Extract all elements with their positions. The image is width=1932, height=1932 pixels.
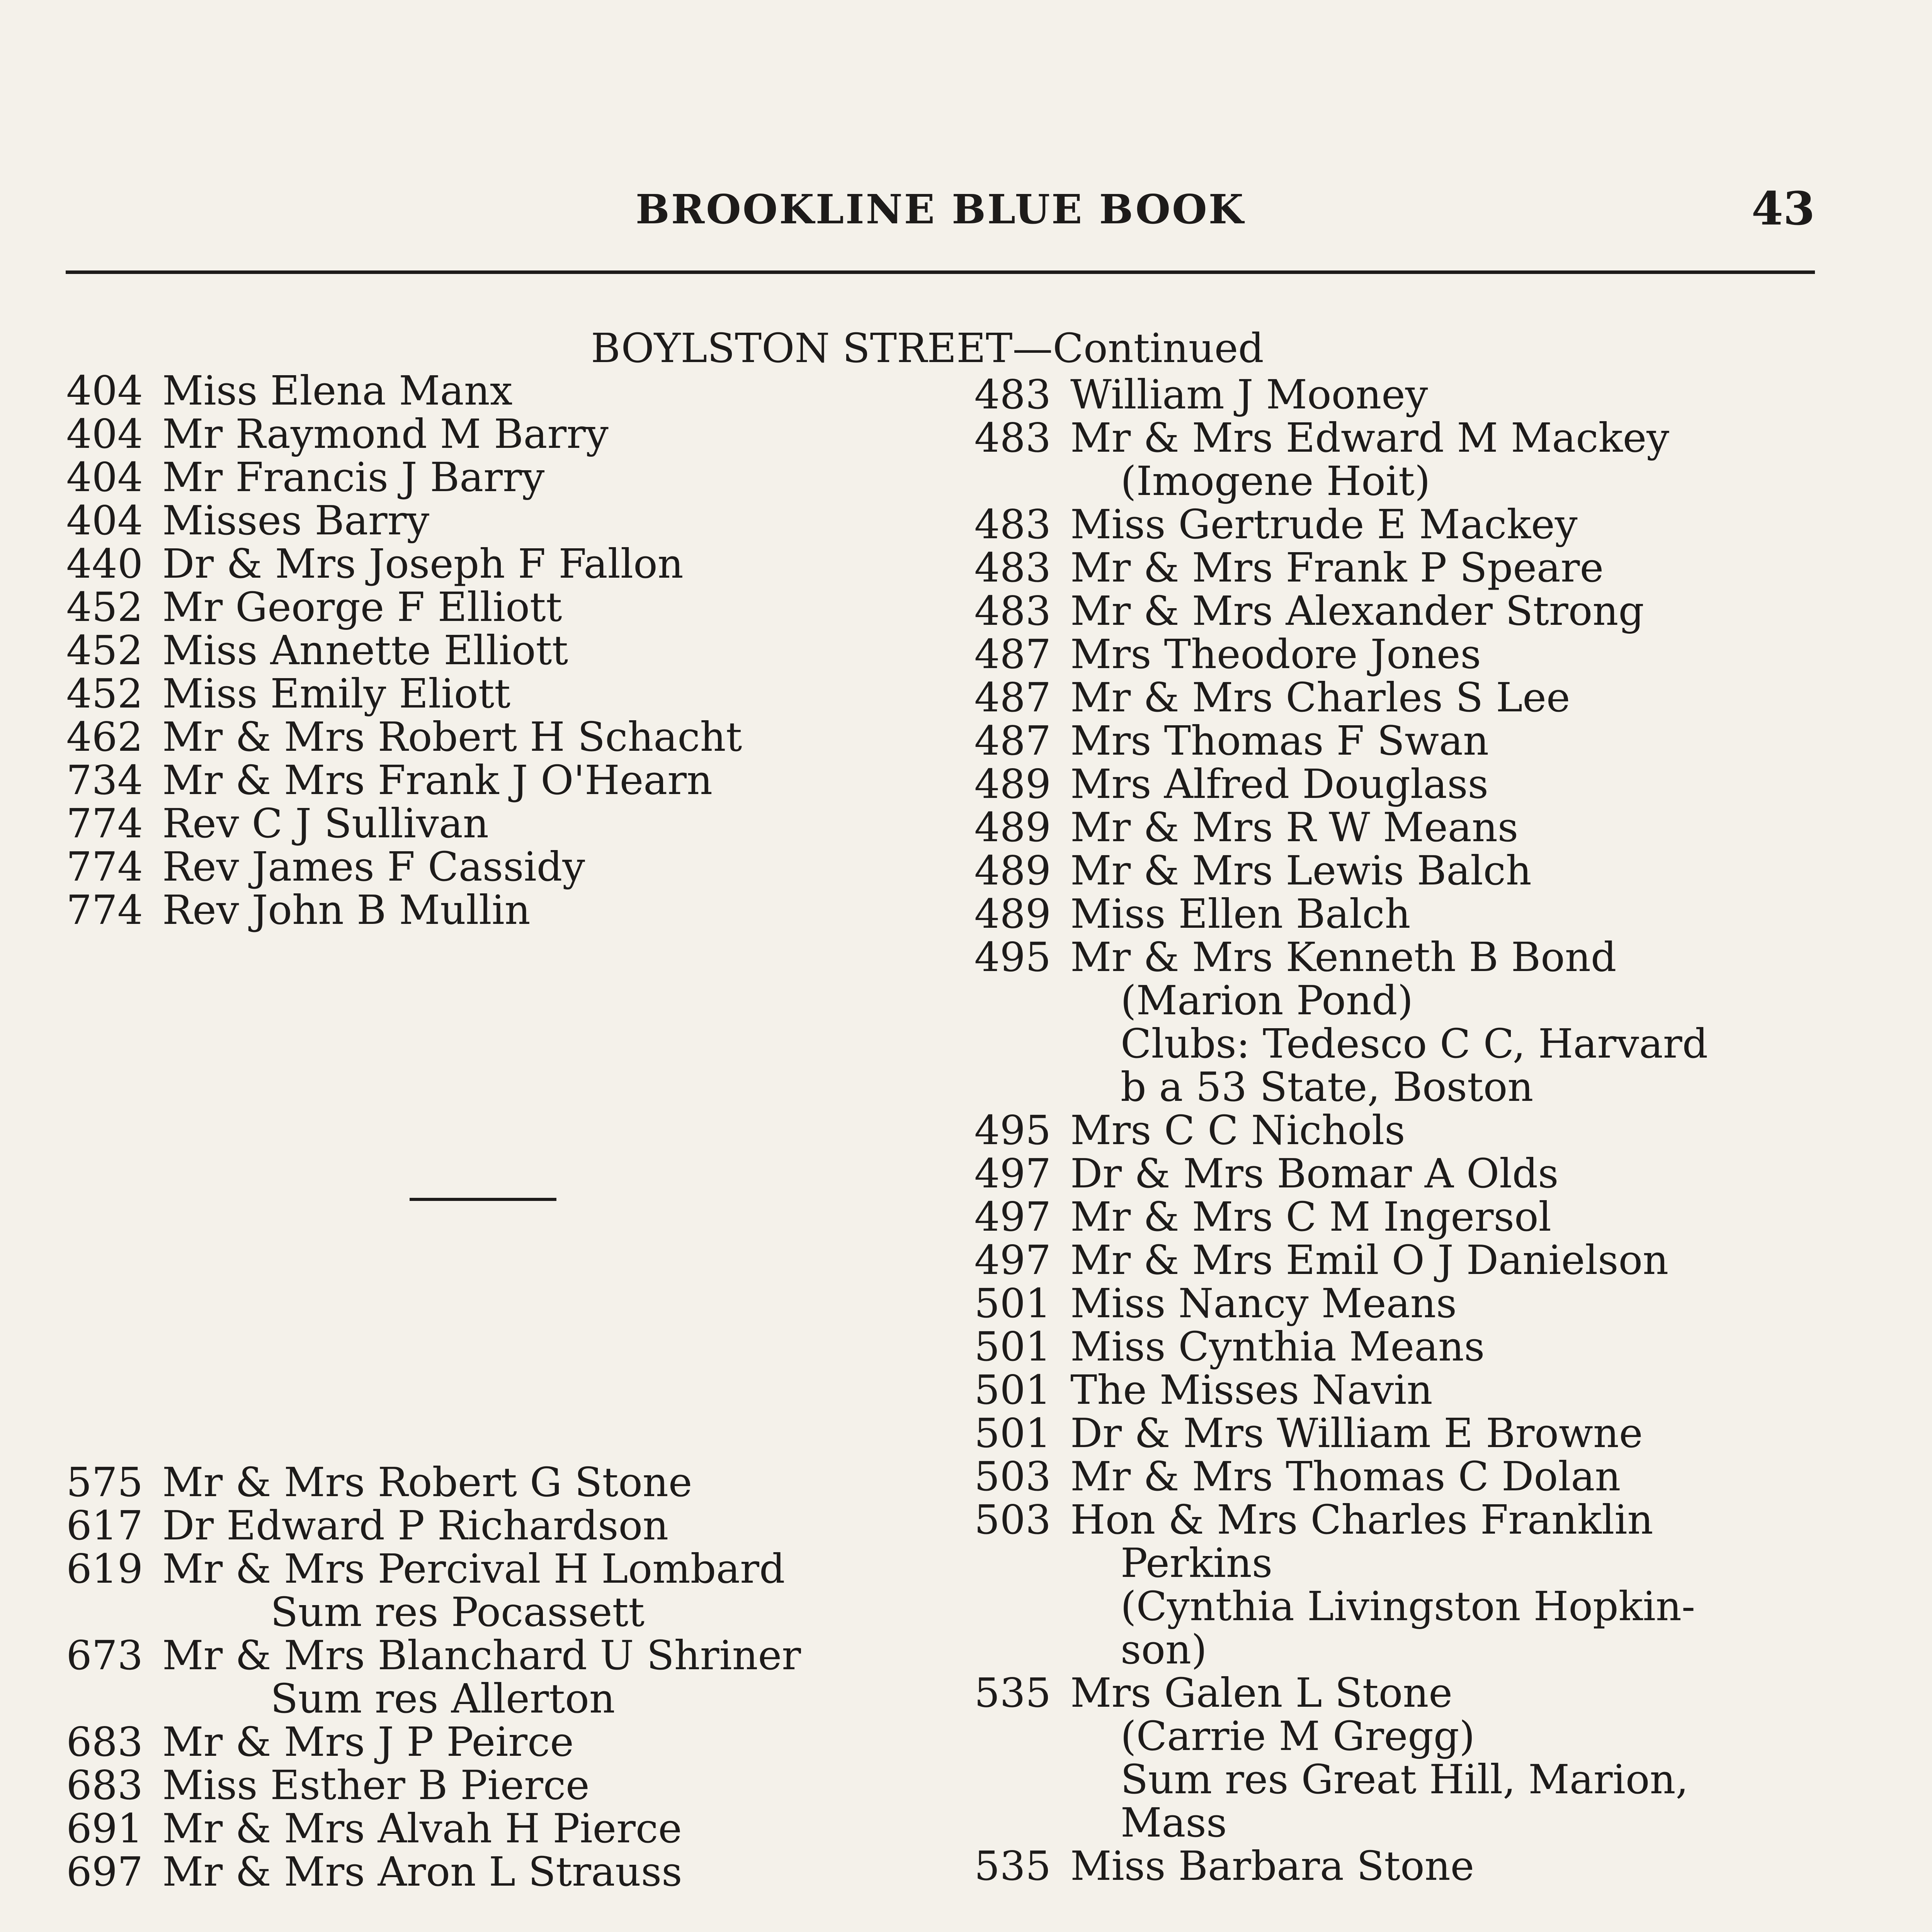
house-number: 774 [66, 886, 143, 934]
entry-continuation [66, 1677, 935, 1720]
house-number: 487 [974, 717, 1051, 764]
resident-name: Sum res Pocassett [270, 1588, 645, 1636]
directory-entry [974, 806, 1862, 849]
resident-name: (Marion Pond) [1121, 977, 1413, 1024]
resident-name: Mr & Mrs Aron L Strauss [162, 1848, 682, 1895]
directory-entry [66, 456, 935, 499]
directory-entry [66, 1764, 935, 1807]
resident-name: William J Mooney [1070, 371, 1428, 418]
house-number: 535 [974, 1669, 1051, 1716]
directory-entry [66, 629, 935, 672]
directory-entry [66, 1720, 935, 1764]
directory-entry [66, 369, 935, 412]
resident-name: The Misses Navin [1070, 1366, 1433, 1413]
house-number: 404 [66, 367, 143, 414]
directory-entry [66, 542, 935, 585]
directory-entry [974, 1152, 1862, 1195]
house-number: 404 [66, 410, 143, 457]
directory-entry [66, 1547, 935, 1590]
resident-name: Sum res Allerton [270, 1675, 615, 1722]
entry-continuation [974, 1758, 1862, 1801]
resident-name: Mr & Mrs Robert H Schacht [162, 713, 742, 760]
directory-entry [974, 633, 1862, 676]
page-number: 43 [1751, 182, 1815, 235]
entry-continuation [974, 979, 1862, 1022]
entry-continuation [974, 1801, 1862, 1844]
house-number: 575 [66, 1459, 143, 1506]
directory-entry [974, 892, 1862, 935]
resident-name: Mr George F Elliott [162, 583, 562, 631]
entry-continuation [974, 1628, 1862, 1671]
house-number: 452 [66, 627, 143, 674]
house-number: 404 [66, 497, 143, 544]
house-number: 619 [66, 1545, 143, 1592]
boylston-right-column [974, 373, 1862, 1888]
boylston-street-title: BOYLSTON STREET—Continued [591, 325, 1264, 372]
directory-entry [66, 845, 935, 888]
directory-entry [974, 719, 1862, 762]
directory-entry [974, 1282, 1862, 1325]
directory-entry [974, 1325, 1862, 1368]
house-number: 501 [974, 1410, 1051, 1457]
resident-name: Mrs Galen L Stone [1070, 1669, 1452, 1716]
directory-entry [974, 1455, 1862, 1498]
directory-entry [974, 935, 1862, 979]
resident-name: Dr & Mrs Bomar A Olds [1070, 1150, 1559, 1197]
directory-entry [974, 503, 1862, 546]
directory-entry [66, 1850, 935, 1893]
directory-entry [66, 499, 935, 542]
directory-entry [974, 546, 1862, 589]
resident-name: (Carrie M Gregg) [1121, 1713, 1475, 1760]
resident-name: (Cynthia Livingston Hopkin- [1121, 1583, 1695, 1630]
resident-name: Mrs C C Nichols [1070, 1107, 1405, 1154]
house-number: 497 [974, 1150, 1051, 1197]
resident-name: Dr & Mrs Joseph F Fallon [162, 540, 684, 587]
resident-name: Mr & Mrs Charles S Lee [1070, 674, 1570, 721]
resident-name: Miss Elena Manx [162, 367, 513, 414]
resident-name: Mr & Mrs Robert G Stone [162, 1459, 692, 1506]
directory-entry [974, 762, 1862, 806]
house-number: 495 [974, 934, 1051, 981]
resident-name: (Imogene Hoit) [1121, 457, 1430, 505]
house-number: 501 [974, 1366, 1051, 1413]
resident-name: Miss Esther B Pierce [162, 1762, 590, 1809]
directory-entry [974, 1195, 1862, 1238]
resident-name: Clubs: Tedesco C C, Harvard [1121, 1020, 1708, 1067]
house-number: 774 [66, 843, 143, 890]
resident-name: Mr & Mrs C M Ingersol [1070, 1193, 1551, 1240]
house-number: 683 [66, 1718, 143, 1765]
resident-name: Mass [1121, 1799, 1227, 1846]
resident-name: Mr & Mrs Alvah H Pierce [162, 1805, 682, 1852]
house-number: 683 [66, 1762, 143, 1809]
resident-name: Mr & Mrs Kenneth B Bond [1070, 934, 1617, 981]
resident-name: Rev John B Mullin [162, 886, 531, 934]
house-number: 483 [974, 544, 1051, 591]
resident-name: Mr Raymond M Barry [162, 410, 609, 457]
resident-name: Mr & Mrs R W Means [1070, 804, 1519, 851]
directory-entry [974, 1844, 1862, 1888]
directory-entry [66, 585, 935, 629]
resident-name: Miss Barbara Stone [1070, 1842, 1475, 1889]
resident-name: Mr Francis J Barry [162, 454, 545, 501]
directory-entry [974, 1368, 1862, 1412]
directory-entry [974, 849, 1862, 892]
directory-entry [66, 888, 935, 932]
resident-name: Miss Cynthia Means [1070, 1323, 1485, 1370]
house-number: 691 [66, 1805, 143, 1852]
house-number: 483 [974, 414, 1051, 461]
resident-name: Rev C J Sullivan [162, 800, 489, 847]
house-number: 503 [974, 1453, 1051, 1500]
boylston-left-column-bottom [66, 1461, 935, 1893]
resident-name: Mr & Mrs Blanchard U Shriner [162, 1632, 801, 1679]
house-number: 452 [66, 583, 143, 631]
house-number: 483 [974, 501, 1051, 548]
running-title: BROOKLINE BLUE BOOK [635, 185, 1245, 233]
resident-name: Sum res Great Hill, Marion, [1121, 1756, 1689, 1803]
directory-entry [974, 416, 1862, 459]
resident-name: Dr & Mrs William E Browne [1070, 1410, 1643, 1457]
directory-entry [66, 1461, 935, 1504]
resident-name: Dr Edward P Richardson [162, 1502, 669, 1549]
resident-name: son) [1121, 1626, 1207, 1673]
house-number: 617 [66, 1502, 143, 1549]
directory-entry [66, 1504, 935, 1547]
house-number: 673 [66, 1632, 143, 1679]
house-number: 495 [974, 1107, 1051, 1154]
house-number: 440 [66, 540, 143, 587]
house-number: 489 [974, 847, 1051, 894]
house-number: 483 [974, 371, 1051, 418]
resident-name: Rev James F Cassidy [162, 843, 585, 890]
house-number: 774 [66, 800, 143, 847]
directory-entry [974, 373, 1862, 416]
house-number: 483 [974, 587, 1051, 634]
running-head [66, 182, 1815, 240]
directory-entry [66, 412, 935, 456]
resident-name: Mr & Mrs Edward M Mackey [1070, 414, 1669, 461]
house-number: 503 [974, 1496, 1051, 1543]
resident-name: Mr & Mrs Lewis Balch [1070, 847, 1532, 894]
resident-name: Misses Barry [162, 497, 430, 544]
directory-entry [974, 1498, 1862, 1541]
entry-continuation [974, 1541, 1862, 1585]
house-number: 501 [974, 1280, 1051, 1327]
directory-entry [66, 715, 935, 759]
resident-name: Miss Annette Elliott [162, 627, 568, 674]
boylston-left-column-top [66, 369, 935, 932]
house-number: 535 [974, 1842, 1051, 1889]
directory-entry [974, 1238, 1862, 1282]
resident-name: Mr & Mrs Alexander Strong [1070, 587, 1644, 634]
directory-entry [66, 802, 935, 845]
directory-entry [974, 676, 1862, 719]
resident-name: b a 53 State, Boston [1121, 1063, 1534, 1111]
directory-entry [974, 589, 1862, 633]
resident-name: Mr & Mrs Thomas C Dolan [1070, 1453, 1621, 1500]
house-number: 452 [66, 670, 143, 717]
directory-entry [66, 1634, 935, 1677]
directory-entry [66, 672, 935, 715]
house-number: 697 [66, 1848, 143, 1895]
directory-entry [974, 1671, 1862, 1714]
entry-continuation [974, 1065, 1862, 1109]
house-number: 497 [974, 1236, 1051, 1284]
house-number: 501 [974, 1323, 1051, 1370]
header-rule [66, 270, 1815, 274]
resident-name: Mrs Thomas F Swan [1070, 717, 1489, 764]
house-number: 487 [974, 631, 1051, 678]
resident-name: Mr & Mrs J P Peirce [162, 1718, 574, 1765]
column-divider-rule [410, 1198, 556, 1201]
resident-name: Miss Emily Eliott [162, 670, 511, 717]
house-number: 489 [974, 804, 1051, 851]
entry-continuation [974, 1714, 1862, 1758]
house-number: 404 [66, 454, 143, 501]
house-number: 734 [66, 757, 143, 804]
directory-entry [974, 1412, 1862, 1455]
entry-continuation [974, 459, 1862, 503]
resident-name: Mr & Mrs Emil O J Danielson [1070, 1236, 1669, 1284]
resident-name: Mrs Alfred Douglass [1070, 760, 1488, 808]
resident-name: Miss Ellen Balch [1070, 890, 1411, 937]
resident-name: Hon & Mrs Charles Franklin [1070, 1496, 1653, 1543]
house-number: 489 [974, 890, 1051, 937]
resident-name: Mrs Theodore Jones [1070, 631, 1481, 678]
resident-name: Perkins [1121, 1539, 1273, 1587]
house-number: 487 [974, 674, 1051, 721]
house-number: 497 [974, 1193, 1051, 1240]
house-number: 489 [974, 760, 1051, 808]
entry-continuation [66, 1590, 935, 1634]
entry-continuation [974, 1022, 1862, 1065]
resident-name: Mr & Mrs Percival H Lombard [162, 1545, 785, 1592]
entry-continuation [974, 1585, 1862, 1628]
resident-name: Mr & Mrs Frank J O'Hearn [162, 757, 713, 804]
directory-entry [66, 759, 935, 802]
resident-name: Mr & Mrs Frank P Speare [1070, 544, 1604, 591]
resident-name: Miss Nancy Means [1070, 1280, 1457, 1327]
house-number: 462 [66, 713, 143, 760]
resident-name: Miss Gertrude E Mackey [1070, 501, 1578, 548]
directory-entry [974, 1109, 1862, 1152]
directory-entry [66, 1807, 935, 1850]
